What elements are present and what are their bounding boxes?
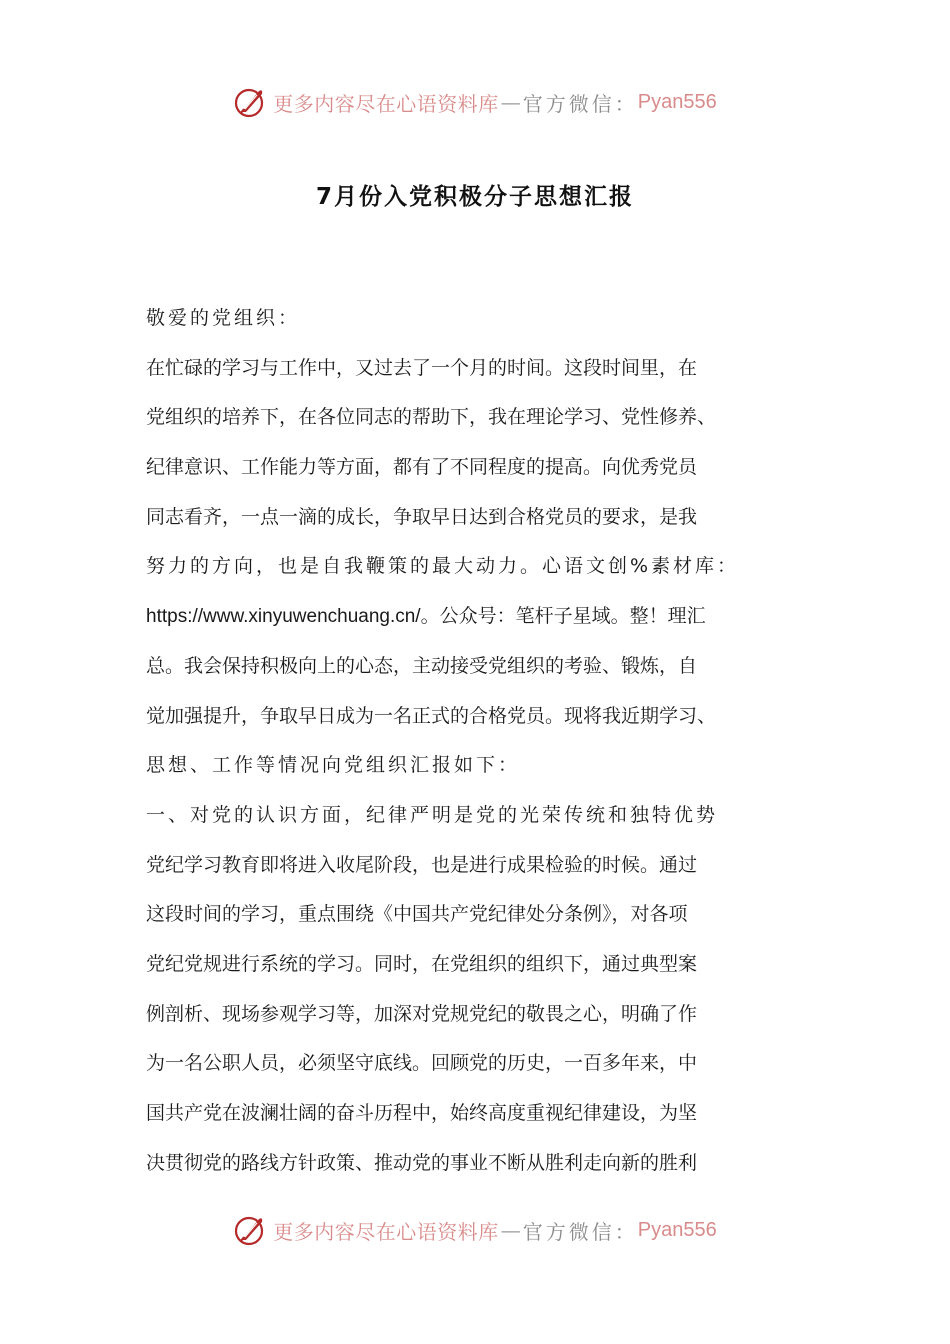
body-line: 纪律意识、工作能力等方面，都有了不同程度的提高。向优秀党员 bbox=[146, 456, 698, 479]
banner-wechat-id: Pyan556 bbox=[637, 1218, 717, 1241]
body-line-with-url bbox=[146, 598, 826, 648]
body-line: 决贯彻党的路线方针政策、推动党的事业不断从胜利走向新的胜利 bbox=[146, 1151, 698, 1174]
banner-wechat-id: Pyan556 bbox=[637, 90, 717, 113]
body-line: 觉加强提升，争取早日成为一名正式的合格党员。现将我近期学习、 bbox=[146, 704, 717, 727]
document-title: 7月份入党积极分子思想汇报 bbox=[315, 184, 634, 210]
body-line: 努力的方向，也是自我鞭策的最大动力。心语文创%素材库： bbox=[146, 555, 740, 578]
banner-wechat-label: 官方微信： bbox=[522, 1219, 638, 1244]
body-line: 党组织的培养下，在各位同志的帮助下，我在理论学习、党性修养、 bbox=[146, 406, 717, 429]
body-line: 为一名公职人员，必须坚守底线。回顾党的历史，一百多年来，中 bbox=[146, 1052, 698, 1075]
body-line: 党纪学习教育即将进入收尾阶段，也是进行成果检验的时候。通过 bbox=[146, 853, 698, 876]
banner-dash: — bbox=[500, 1218, 521, 1242]
body-line: 党纪党规进行系统的学习。同时，在党组织的组织下，通过典型案 bbox=[146, 952, 698, 975]
quill-pen-logo-icon bbox=[233, 1213, 267, 1247]
banner-promo-text: 更多内容尽在心语资料库 bbox=[273, 91, 499, 116]
quill-pen-logo-icon bbox=[233, 85, 267, 119]
body-line-text: 。公众号：笔杆子星域。整！理汇 bbox=[420, 605, 706, 628]
body-line: 在忙碌的学习与工作中，又过去了一个月的时间。这段时间里，在 bbox=[146, 356, 698, 379]
body-line: 总。我会保持积极向上的心态，主动接受党组织的考验、锻炼，自 bbox=[146, 654, 698, 677]
body-line: 国共产党在波澜壮阔的奋斗历程中，始终高度重视纪律建设，为坚 bbox=[146, 1102, 698, 1124]
document-body bbox=[146, 300, 826, 1194]
banner-dash: — bbox=[500, 90, 521, 114]
section-heading: 一、对党的认识方面，纪律严明是党的光荣传统和独特优势 bbox=[146, 803, 719, 826]
salutation-line: 敬爱的党组织： bbox=[146, 307, 301, 329]
banner-promo-text: 更多内容尽在心语资料库 bbox=[273, 1219, 499, 1244]
banner-wechat-label: 官方微信： bbox=[522, 91, 638, 116]
header-watermark-banner bbox=[0, 82, 950, 122]
website-url-text: https://www.xinyuwenchuang.cn/ bbox=[146, 606, 421, 628]
footer-watermark-banner bbox=[0, 1210, 950, 1250]
body-line: 思想、工作等情况向党组织汇报如下： bbox=[146, 754, 521, 777]
body-line: 例剖析、现场参观学习等，加深对党规党纪的敬畏之心，明确了作 bbox=[146, 1002, 698, 1025]
body-line: 这段时间的学习，重点围绕《中国共产党纪律处分条例》，对各项 bbox=[146, 903, 688, 926]
body-line: 同志看齐，一点一滴的成长，争取早日达到合格党员的要求，是我 bbox=[146, 505, 698, 528]
